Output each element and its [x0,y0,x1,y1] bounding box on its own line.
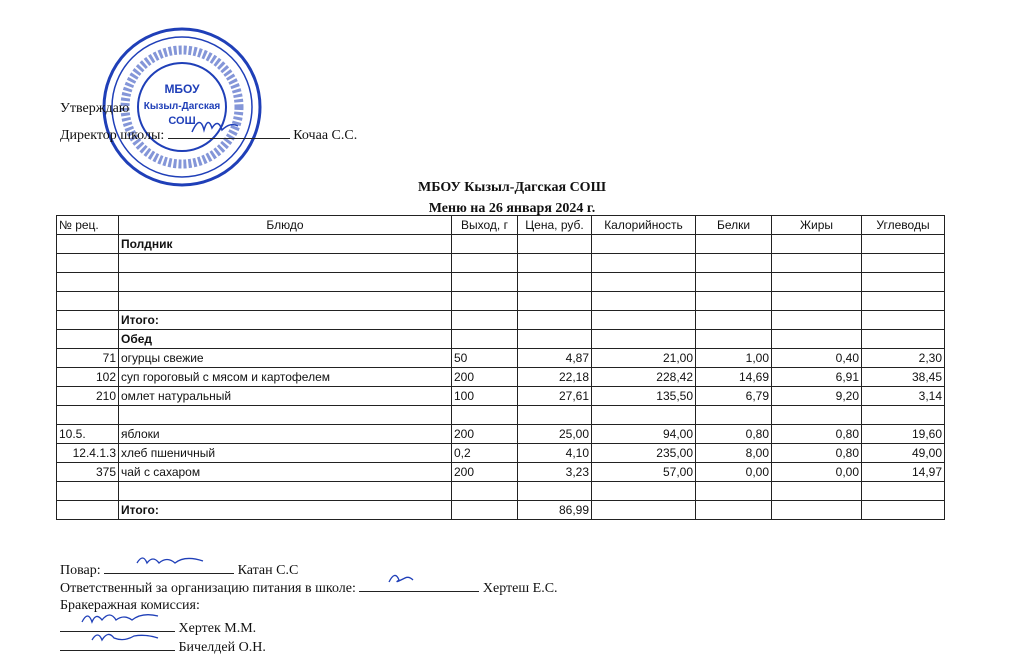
table-cell [518,406,592,425]
table-cell [452,482,518,501]
table-row [57,254,945,273]
table-cell: 57,00 [592,463,696,482]
table-cell: 14,97 [862,463,945,482]
table-cell: 50 [452,349,518,368]
table-cell [592,292,696,311]
table-cell: Обед [119,330,452,349]
commission-label: Бракеражная комиссия: [60,598,200,613]
table-cell [772,406,862,425]
member2-name: Бичелдей О.Н. [178,640,266,655]
table-row [57,349,945,368]
cook-label: Повар: [60,563,101,578]
stamp-line3: СОШ [168,115,196,127]
table-cell [57,406,119,425]
table-cell: 19,60 [862,425,945,444]
responsible-line [60,578,558,596]
table-cell: Полдник [119,235,452,254]
table-cell [862,501,945,520]
table-cell: 6,91 [772,368,862,387]
table-cell [452,330,518,349]
table-cell [862,482,945,501]
table-cell [772,501,862,520]
table-cell [772,235,862,254]
table-cell [518,482,592,501]
table-cell [57,330,119,349]
table-cell [862,273,945,292]
column-header: № рец. [57,216,119,235]
menu-table [56,215,945,520]
table-cell: огурцы свежие [119,349,452,368]
table-cell [696,292,772,311]
table-cell [57,482,119,501]
table-row [57,501,945,520]
table-cell: 3,14 [862,387,945,406]
table-cell [518,330,592,349]
table-cell [862,235,945,254]
table-body [57,235,945,520]
table-cell: омлет натуральный [119,387,452,406]
table-cell [592,406,696,425]
menu-date: Меню на 26 января 2024 г. [428,201,596,216]
director-label: Директор школы: [60,128,165,143]
table-row [57,273,945,292]
table-cell [696,482,772,501]
table-cell [592,482,696,501]
responsible-signature-line [359,578,479,592]
table-cell: 4,10 [518,444,592,463]
table-cell: чай с сахаром [119,463,452,482]
table-cell [862,330,945,349]
table-cell [696,406,772,425]
table-cell [696,501,772,520]
table-cell: суп гороговый с мясом и картофелем [119,368,452,387]
table-cell [452,501,518,520]
responsible-label: Ответственный за организацию питания в школе: [60,581,356,596]
cook-name: Катан С.С [237,563,299,578]
table-cell [518,273,592,292]
table-cell: 3,23 [518,463,592,482]
responsible-name: Хертеш Е.С. [482,581,558,596]
table-cell [57,254,119,273]
table-cell: 0,80 [772,425,862,444]
table-cell: 0,80 [772,444,862,463]
table-cell [518,254,592,273]
table-cell [119,482,452,501]
table-cell: 135,50 [592,387,696,406]
table-cell [772,330,862,349]
table-row [57,482,945,501]
table-cell: 38,45 [862,368,945,387]
table-cell [452,292,518,311]
column-header: Блюдо [119,216,452,235]
table-cell [592,311,696,330]
member2-signature [90,628,160,646]
table-row [57,406,945,425]
column-header: Углеводы [862,216,945,235]
stamp-line2: Кызыл-Дагская [143,101,221,112]
table-cell: 0,00 [696,463,772,482]
table-row [57,330,945,349]
table-cell: 21,00 [592,349,696,368]
table-cell: 4,87 [518,349,592,368]
table-cell [772,311,862,330]
table-cell: 228,42 [592,368,696,387]
table-cell: 10.5. [57,425,119,444]
table-cell: 94,00 [592,425,696,444]
table-cell [119,292,452,311]
table-cell [452,254,518,273]
column-header: Цена, руб. [518,216,592,235]
table-cell [862,254,945,273]
table-cell [518,292,592,311]
table-cell: 27,61 [518,387,592,406]
table-cell [862,311,945,330]
table-cell: 25,00 [518,425,592,444]
table-cell [772,482,862,501]
table-cell: 200 [452,463,518,482]
member1-name: Хертек М.М. [178,621,257,636]
table-cell [862,406,945,425]
table-cell [772,273,862,292]
table-cell: 200 [452,368,518,387]
table-cell [452,311,518,330]
column-header: Жиры [772,216,862,235]
stamp-line1: МБОУ [164,82,200,96]
table-cell [452,235,518,254]
column-header: Белки [696,216,772,235]
table-row [57,311,945,330]
table-cell: 2,30 [862,349,945,368]
table-row [57,235,945,254]
table-cell: 375 [57,463,119,482]
table-cell [696,330,772,349]
table-row [57,425,945,444]
member1-signature [80,608,160,628]
table-cell: 0,40 [772,349,862,368]
table-cell: 1,00 [696,349,772,368]
table-cell [696,235,772,254]
table-cell: 8,00 [696,444,772,463]
cook-signature [135,551,205,569]
table-cell: 86,99 [518,501,592,520]
table-row [57,368,945,387]
column-header: Калорийность [592,216,696,235]
table-cell: 6,79 [696,387,772,406]
table-cell: яблоки [119,425,452,444]
table-cell [592,273,696,292]
table-cell [452,406,518,425]
table-cell: 235,00 [592,444,696,463]
director-name: Кочаа С.С. [293,128,358,143]
table-cell [696,273,772,292]
table-cell [119,406,452,425]
table-cell [592,501,696,520]
table-cell: 0,80 [696,425,772,444]
table-cell: хлеб пшеничный [119,444,452,463]
table-cell [592,254,696,273]
table-cell [518,235,592,254]
table-cell [119,254,452,273]
table-cell [696,254,772,273]
table-cell: 22,18 [518,368,592,387]
responsible-signature [385,568,415,586]
table-row [57,444,945,463]
table-row [57,292,945,311]
table-header-row [57,216,945,235]
table-cell: Итого: [119,501,452,520]
table-cell [57,273,119,292]
table-cell [862,292,945,311]
table-cell: 210 [57,387,119,406]
table-row [57,387,945,406]
table-cell [518,311,592,330]
table-cell: 9,20 [772,387,862,406]
table-cell [772,254,862,273]
table-cell [57,235,119,254]
table-cell [57,311,119,330]
table-cell: Итого: [119,311,452,330]
table-row [57,463,945,482]
table-cell [592,235,696,254]
table-cell [57,292,119,311]
column-header: Выход, г [452,216,518,235]
table-cell: 14,69 [696,368,772,387]
table-cell: 100 [452,387,518,406]
table-cell: 12.4.1.3 [57,444,119,463]
table-cell: 200 [452,425,518,444]
table-cell [696,311,772,330]
table-cell: 0,00 [772,463,862,482]
director-signature [190,112,240,136]
table-cell: 0,2 [452,444,518,463]
school-title: МБОУ Кызыл-Дагская СОШ [418,180,606,195]
table-cell [592,330,696,349]
table-cell [57,501,119,520]
table-cell [452,273,518,292]
table-cell [119,273,452,292]
table-cell [772,292,862,311]
table-cell: 71 [57,349,119,368]
table-cell: 102 [57,368,119,387]
table-cell: 49,00 [862,444,945,463]
approved-label: Утверждаю [60,101,130,116]
